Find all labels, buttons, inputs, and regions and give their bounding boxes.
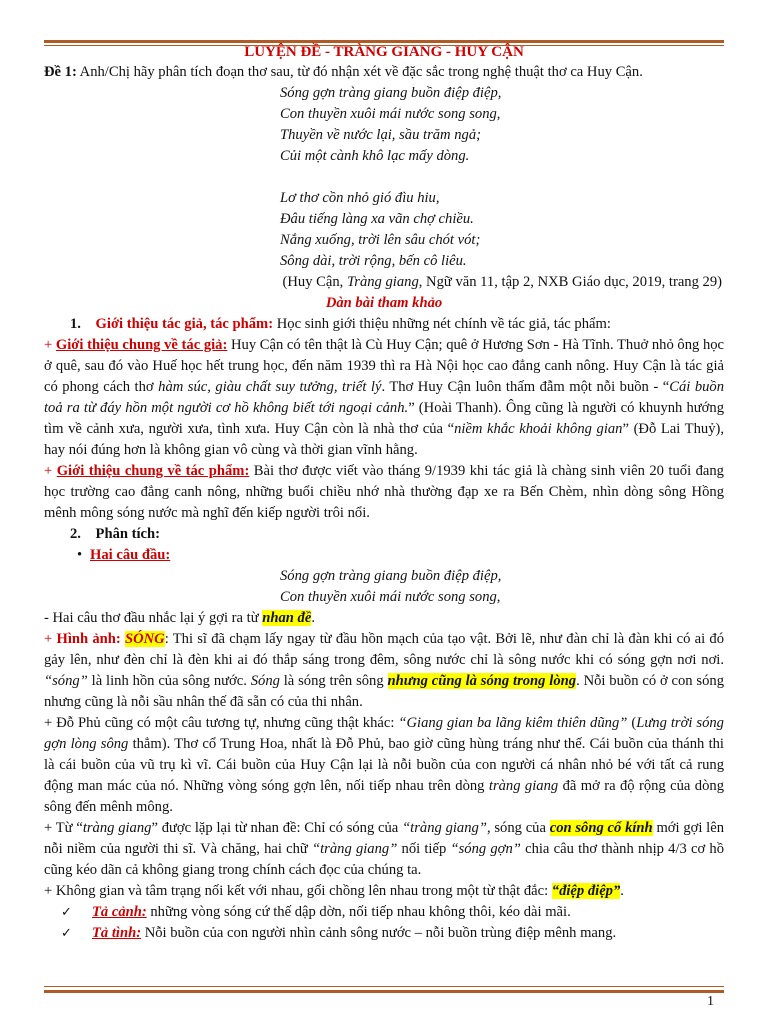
poem-quote <box>44 566 724 608</box>
bottom-rule-thin <box>44 986 724 987</box>
section-2-heading <box>44 524 724 545</box>
poem-stanza-2 <box>44 188 724 272</box>
text-run: . Thơ Huy Cận luôn thấm đẫm một nỗi buồn - “ <box>381 379 670 395</box>
poem-line: Đâu tiếng làng xa vãn chợ chiều. <box>280 211 474 227</box>
section-title: Giới thiệu tác giả, tác phẩm: <box>95 316 274 332</box>
text-run: thẳm). Thơ cổ Trung Hoa, nhất là Đỗ Phủ, bao giờ cũng hùng tráng như thế. Cái buồn của thánh thi là cái buồn của vũ trụ kì vĩ. Cái buồn của Huy Cận lại là nỗi buồn của con người cá nhân nhỏ bé với tất cả rung động man mác của nó. Những vòng sóng gợn lên, nối tiếp nhau trên dòng <box>44 736 724 794</box>
poem-citation <box>44 272 724 293</box>
outline-title: Dàn bài tham khảo <box>325 295 443 311</box>
highlight: SÓNG <box>124 631 165 647</box>
text-run: ” được lặp lại từ nhan đề: Chỉ có sóng của <box>151 820 403 836</box>
text-run: tràng giang <box>82 820 152 836</box>
text-run: . Nỗi buồn có ở con sóng nhưng cũng là nỗi sầu nhân thế đã sẵn có của thi nhân. <box>44 673 725 710</box>
section-1-heading <box>44 314 724 335</box>
section-title: Phân tích: <box>95 526 161 542</box>
text-run: mới gợi lên nỗi niềm của người thi sĩ. Và chăng, hai chữ <box>44 820 724 857</box>
text-run: . <box>311 610 315 626</box>
text-run: “tràng giang” <box>402 820 487 836</box>
subsection-heading <box>44 545 724 566</box>
text-run: “sóng gợn” <box>450 841 521 857</box>
text-run: Lưng trời sóng gợn lòng sông <box>44 715 724 752</box>
text-run: + Đỗ Phủ cũng có một câu tương tự, nhưng cũng thật khác: <box>44 715 399 731</box>
text-run: “tràng giang” <box>312 841 398 857</box>
text-run: tràng giang <box>488 778 559 794</box>
text-run: - Hai câu thơ đầu nhắc lại ý gợi ra từ <box>44 610 263 626</box>
text-run: đã mở ra độ rộng của dòng sông đến mênh mông. <box>44 778 724 815</box>
text-run: “sóng” <box>44 673 88 689</box>
check-item-emotion <box>44 923 724 944</box>
poem-line: Lơ thơ cồn nhỏ gió đìu hiu, <box>280 190 440 206</box>
text-run: + Không gian và tâm trạng nối kết với nhau, gối chồng lên nhau trong một từ thật đắc: <box>44 883 552 899</box>
check-item-scene <box>44 902 724 923</box>
bullet-icon: • <box>77 547 83 563</box>
poem-line: Con thuyền xuôi mái nước song song, <box>280 106 501 122</box>
text-run: “Giang gian ba lãng kiêm thiên dũng” <box>398 715 628 731</box>
paragraph-space-mood <box>44 881 724 902</box>
work-intro-heading: Giới thiệu chung về tác phẩm: <box>56 463 250 479</box>
plus-mark: + <box>44 463 57 479</box>
citation-part: , Ngữ văn 11, tập 2, NXB Giáo dục, 2019, trang 29) <box>418 274 722 290</box>
page-number: 1 <box>707 994 714 1009</box>
poem-line: Con thuyền xuôi mái nước song song, <box>280 589 501 605</box>
highlight: nhưng cũng là sóng trong lòng <box>387 673 577 689</box>
text-run: , sóng của <box>486 820 550 836</box>
paragraph-image-wave <box>44 629 724 713</box>
checkmark-icon: ✓ <box>61 905 72 920</box>
paragraph-do-phu <box>44 713 724 818</box>
text-run: . <box>620 883 624 899</box>
text-run: Huy Cận có tên thật là Cù Huy Cận; quê ở Hương Sơn - Hà Tĩnh. Thuở nhỏ ông học ở quê, sau đó vào Huế học hết trung học, đến năm 1939 thì ra Hà Nội học cao đẳng canh nông. Huy Cận là tác giả có phong cách thơ <box>44 337 725 395</box>
text-run: ” (Hoài Thanh). Ông cũng là người có khuynh hướng tìm về cảnh xưa, người xưa, tình xưa. Huy Cận còn là nhà thơ của “ <box>44 400 724 437</box>
text-run: + Từ “ <box>44 820 83 836</box>
text-run: nối tiếp <box>397 841 451 857</box>
author-intro-heading: Giới thiệu chung về tác giả: <box>55 337 228 353</box>
section-number: 2. <box>70 526 81 542</box>
plus-mark: + <box>44 631 57 647</box>
check-item-heading: Tả cảnh: <box>92 904 147 920</box>
paragraph-heading: Hình ảnh: <box>56 631 125 647</box>
text-run: : Thi sĩ đã chạm lấy ngay từ đầu hồn mạch của tạo vật. Bởi lẽ, như đàn chỉ là đàn khi có ai đó gảy lên, như đèn chỉ là đèn khi ai đó thắp sáng trong đêm, sông nước chỉ là sông nước khi có sóng gợn nơi nơi. <box>44 631 724 668</box>
highlight: con sông cổ kính <box>549 820 653 836</box>
text-run: Cái buồn toả ra từ đáy hồn một người cơ hồ không biết tới ngoại cảnh. <box>44 379 725 416</box>
poem-line: Thuyền về nước lại, sầu trăm ngả; <box>280 127 481 143</box>
checkmark-icon: ✓ <box>61 926 72 941</box>
question-label: Đề 1: <box>44 64 77 80</box>
text-run: ” (Đỗ Lai Thuỷ), hay nói đúng hơn là không gian vô cùng và thời gian vĩnh hằng. <box>44 421 724 458</box>
text-run: hàm súc, giàu chất suy tưởng, triết lý <box>158 379 382 395</box>
poem-line: Sóng gợn tràng giang buồn điệp điệp, <box>280 85 502 101</box>
section-text: Học sinh giới thiệu những nét chính về tác giả, tác phẩm: <box>273 316 611 332</box>
poem-line: Sông dài, trời rộng, bến cô liêu. <box>280 253 467 269</box>
text-run: niềm khắc khoải không gian <box>454 421 623 437</box>
paragraph-title-theme <box>44 608 724 629</box>
section-number: 1. <box>70 316 81 332</box>
poem-line: Sóng gợn tràng giang buồn điệp điệp, <box>280 568 502 584</box>
text-run: là sóng trên sông <box>279 673 388 689</box>
text-run: chia câu thơ thành nhịp 4/3 cơ hồ cũng kéo dãn cả không giang trong chính cách đọc của chúng ta. <box>44 841 724 878</box>
bottom-rule-thick <box>44 990 724 993</box>
citation-part: (Huy Cận, <box>282 274 347 290</box>
author-intro <box>44 335 724 461</box>
check-item-heading: Tả tình: <box>92 925 142 941</box>
paragraph-trang-giang <box>44 818 724 881</box>
page-title: LUYỆN ĐỀ - TRÀNG GIANG - HUY CẬN <box>244 44 524 60</box>
plus-mark: + <box>44 337 56 353</box>
highlight: nhan đề <box>262 610 312 626</box>
question-text: Anh/Chị hãy phân tích đoạn thơ sau, từ đó nhận xét về đặc sắc trong nghệ thuật thơ ca Huy Cận. <box>76 64 643 80</box>
poem-stanza-1 <box>44 83 724 167</box>
text-run: là linh hồn của sông nước. <box>87 673 251 689</box>
citation-work: Tràng giang <box>346 274 419 290</box>
text-run: những vòng sóng cứ thế dập dờn, nối tiếp nhau không thôi, kéo dài mãi. <box>146 904 571 920</box>
text-run: ( <box>627 715 637 731</box>
text-run: Sóng <box>250 673 280 689</box>
question-1 <box>44 62 724 83</box>
text-run: Bài thơ được viết vào tháng 9/1939 khi tác giả là chàng sinh viên 20 tuổi đang học trường cao đẳng canh nông, những buổi chiều nhớ nhà thường đạp xe ra Bến Chèm, nhìn dòng sông Hồng mênh mông sóng nước mà nghĩ đến kiếp người trôi nổi. <box>44 463 724 521</box>
document-body <box>44 42 724 944</box>
text-run: Nỗi buồn của con người nhìn cảnh sông nước – nỗi buồn trùng điệp mênh mang. <box>141 925 617 941</box>
poem-line: Nắng xuống, trời lên sâu chót vót; <box>280 232 481 248</box>
work-intro <box>44 461 724 524</box>
poem-line: Củi một cành khô lạc mấy dòng. <box>280 148 470 164</box>
subsection-title: Hai câu đầu: <box>90 547 171 563</box>
highlight: “điệp điệp” <box>551 883 621 899</box>
